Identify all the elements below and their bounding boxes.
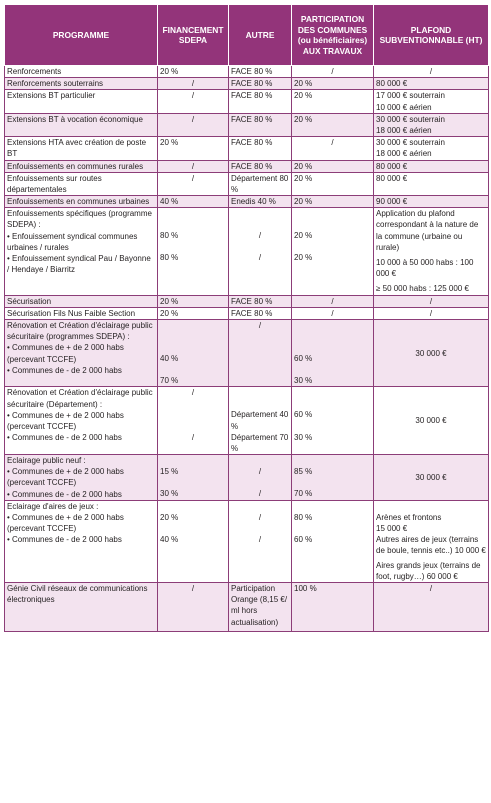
- cell-value: /: [258, 320, 262, 330]
- cell-value: 70 %: [160, 376, 179, 386]
- cell-value: 60 %: [294, 410, 313, 420]
- cell-financement: [158, 172, 229, 195]
- plafond-line: 10 000 € aérien: [376, 102, 432, 112]
- cell-financement: [158, 113, 229, 136]
- cell-autre: Participation Orange (8,15 €/ ml hors actualisation): [229, 582, 292, 631]
- cell-participation: /: [292, 295, 374, 307]
- cell-programme: Extensions BT à vocation économique: [5, 113, 158, 136]
- cell-financement: 20 %: [158, 307, 229, 319]
- cell-financement: [158, 208, 229, 295]
- cell-participation: [292, 500, 374, 582]
- cell-value: Département 70 %: [231, 432, 289, 453]
- cell-autre: FACE 80 %: [229, 78, 292, 90]
- cell-autre: [229, 208, 292, 295]
- cell-financement: [158, 455, 229, 501]
- cell-programme: [5, 500, 158, 582]
- cell-value: 80 %: [294, 512, 313, 522]
- cell-programme: Enfouissements en communes urbaines: [5, 196, 158, 208]
- funding-table: [4, 4, 489, 632]
- cell-value: /: [258, 231, 262, 241]
- cell-value: 30 %: [294, 376, 313, 386]
- plafond-line: 10 000 à 50 000 habs : 100 000 €: [376, 258, 474, 279]
- cell-plafond: /: [374, 307, 489, 319]
- cell-programme: Renforcements: [5, 66, 158, 78]
- plafond-line: Application du plafond correspondant à la nature de la commune (urbaine ou rurale): [376, 209, 479, 252]
- cell-autre: [229, 387, 292, 455]
- table-row: [5, 455, 489, 501]
- cell-autre: FACE 80 %: [229, 90, 292, 113]
- cell-autre: Département 80 %: [229, 172, 292, 195]
- cell-participation: [292, 208, 374, 295]
- plafond-line: 18 000 € aérien: [376, 125, 432, 135]
- plafond-line: 17 000 € souterrain: [376, 91, 445, 101]
- cell-value: /: [191, 583, 195, 593]
- cell-value: 30 %: [294, 432, 313, 442]
- cell-financement: [158, 90, 229, 113]
- cell-programme: [5, 319, 158, 386]
- cell-financement: 20 %: [158, 295, 229, 307]
- cell-autre: FACE 80 %: [229, 160, 292, 172]
- row-title: Eclairage public neuf :: [7, 456, 86, 466]
- cell-autre: [229, 455, 292, 501]
- cell-plafond: [374, 113, 489, 136]
- cell-programme: Enfouissements en communes rurales: [5, 160, 158, 172]
- cell-value: 60 %: [294, 353, 313, 363]
- cell-programme: Sécurisation: [5, 295, 158, 307]
- cell-value: 80 %: [160, 253, 179, 263]
- list-item: • Communes de + de 2 000 habs (percevant TCCFE): [7, 410, 124, 431]
- cell-programme: Enfouissements sur routes départementales: [5, 172, 158, 195]
- cell-value: 30 %: [160, 489, 179, 499]
- table-row: [5, 500, 489, 582]
- cell-financement: [158, 582, 229, 631]
- cell-value: /: [191, 91, 195, 101]
- header-programme: PROGRAMME: [5, 5, 158, 66]
- header-participation: PARTICIPATION DES COMMUNES (ou bénéficiaires) AUX TRAVAUX: [292, 5, 374, 66]
- table-row: [5, 137, 489, 160]
- cell-value: 20 %: [294, 231, 313, 241]
- list-item: • Communes de + de 2 000 habs (percevant TCCFE): [7, 513, 124, 534]
- cell-participation: [292, 319, 374, 386]
- list-item: • Communes de - de 2 000 habs: [7, 365, 122, 375]
- plafond-line: 15 000 €: [376, 524, 408, 533]
- cell-financement: [158, 319, 229, 386]
- cell-participation: [292, 387, 374, 455]
- row-title: Rénovation et Création d'éclairage public sécuritaire (Département) :: [7, 388, 153, 409]
- cell-plafond: 30 000 €: [374, 455, 489, 501]
- cell-programme: Extensions BT particulier: [5, 90, 158, 113]
- cell-value: /: [258, 489, 262, 499]
- cell-value: 15 %: [160, 467, 179, 477]
- table-row: [5, 196, 489, 208]
- cell-value: 85 %: [294, 467, 313, 477]
- table-row: [5, 78, 489, 90]
- cell-programme: Génie Civil réseaux de communications électroniques: [5, 582, 158, 631]
- cell-value: /: [258, 512, 262, 522]
- list-item: • Enfouissement syndical Pau / Bayonne / Hendaye / Biarritz: [7, 254, 151, 275]
- cell-autre: [229, 500, 292, 582]
- list-item: • Communes de + de 2 000 habs (percevant TCCFE): [7, 467, 124, 488]
- cell-participation: 100 %: [292, 582, 374, 631]
- table-row: [5, 307, 489, 319]
- cell-value: 70 %: [294, 489, 313, 499]
- cell-plafond: /: [374, 295, 489, 307]
- cell-participation: [292, 455, 374, 501]
- cell-autre: [229, 319, 292, 386]
- list-item: • Enfouissement syndical communes urbaines / rurales: [7, 231, 138, 252]
- cell-participation: /: [292, 307, 374, 319]
- cell-plafond: [374, 208, 489, 295]
- header-autre: AUTRE: [229, 5, 292, 66]
- cell-value: /: [191, 161, 195, 171]
- cell-plafond: [374, 500, 489, 582]
- table-row: [5, 113, 489, 136]
- cell-autre: FACE 80 %: [229, 66, 292, 78]
- table-row: [5, 172, 489, 195]
- plafond-line: Autres aires de jeux (terrains de boule, tennis etc..) 10 000 €: [376, 535, 486, 556]
- cell-value: 20 %: [160, 512, 179, 522]
- cell-plafond: [374, 582, 489, 631]
- table-row: [5, 387, 489, 455]
- cell-value: 40 %: [160, 353, 179, 363]
- cell-autre: Enedis 40 %: [229, 196, 292, 208]
- table-row: [5, 319, 489, 386]
- plafond-line: 30 000 € souterrain: [376, 114, 445, 124]
- cell-participation: 20 %: [292, 196, 374, 208]
- cell-value: /: [258, 535, 262, 544]
- cell-plafond: 30 000 €: [374, 319, 489, 386]
- header-row: [5, 5, 489, 66]
- cell-value: /: [331, 138, 334, 148]
- cell-plafond: 80 000 €: [374, 172, 489, 195]
- cell-financement: 20 %: [158, 66, 229, 78]
- cell-value: /: [258, 253, 262, 263]
- funding-table-container: [4, 4, 488, 632]
- list-item: • Communes de - de 2 000 habs: [7, 433, 122, 443]
- cell-value: 60 %: [294, 535, 313, 544]
- plafond-line: 18 000 € aérien: [376, 149, 432, 159]
- list-item: • Communes de + de 2 000 habs (percevant TCCFE): [7, 343, 124, 364]
- row-title: Rénovation et Création d'éclairage public sécuritaire (programmes SDEPA) :: [7, 320, 153, 342]
- cell-participation: 20 %: [292, 78, 374, 90]
- cell-financement: [158, 500, 229, 582]
- cell-value: /: [191, 114, 195, 124]
- plafond-line: Aires grands jeux (terrains de foot, rugby…) 60 000 €: [376, 560, 481, 581]
- table-row: [5, 208, 489, 295]
- cell-value: 80 %: [160, 231, 179, 241]
- cell-participation: 20 %: [292, 113, 374, 136]
- plafond-line: 30 000 € souterrain: [376, 138, 445, 148]
- cell-autre: FACE 80 %: [229, 113, 292, 136]
- cell-plafond: [374, 137, 489, 160]
- table-row: [5, 90, 489, 113]
- header-financement: FINANCEMENT SDEPA: [158, 5, 229, 66]
- cell-value: 20 %: [294, 253, 313, 263]
- cell-programme: [5, 455, 158, 501]
- cell-participation: 20 %: [292, 172, 374, 195]
- cell-participation: /: [292, 66, 374, 78]
- table-row: [5, 160, 489, 172]
- plafond-line: ≥ 50 000 habs : 125 000 €: [376, 284, 469, 294]
- header-plafond: PLAFOND SUBVENTIONNABLE (HT): [374, 5, 489, 66]
- plafond-line: Arènes et frontons: [376, 512, 442, 522]
- cell-participation: [292, 137, 374, 160]
- cell-plafond: 80 000 €: [374, 160, 489, 172]
- table-row: [5, 295, 489, 307]
- cell-value: /: [191, 388, 195, 398]
- cell-programme: [5, 208, 158, 295]
- cell-autre: FACE 80 %: [229, 137, 292, 160]
- cell-programme: Renforcements souterrains: [5, 78, 158, 90]
- cell-programme: [5, 387, 158, 455]
- cell-plafond: [374, 90, 489, 113]
- cell-value: /: [258, 467, 262, 477]
- cell-plafond: 80 000 €: [374, 78, 489, 90]
- table-row: [5, 582, 489, 631]
- cell-plafond: 30 000 €: [374, 387, 489, 455]
- row-title: Eclairage d'aires de jeux :: [7, 501, 99, 511]
- cell-autre: FACE 80 %: [229, 295, 292, 307]
- cell-value: /: [429, 583, 433, 593]
- table-row: [5, 66, 489, 78]
- cell-plafond: 90 000 €: [374, 196, 489, 208]
- cell-programme: Extensions HTA avec création de poste BT: [5, 137, 158, 160]
- cell-financement: [158, 160, 229, 172]
- cell-programme: Sécurisation Fils Nus Faible Section: [5, 307, 158, 319]
- cell-participation: 20 %: [292, 90, 374, 113]
- cell-participation: 20 %: [292, 160, 374, 172]
- list-item: • Communes de - de 2 000 habs: [7, 489, 122, 499]
- cell-value: /: [191, 173, 195, 183]
- cell-financement: [158, 387, 229, 455]
- list-item: • Communes de - de 2 000 habs: [7, 535, 122, 545]
- cell-value: /: [191, 432, 195, 442]
- cell-financement: /: [158, 78, 229, 90]
- cell-plafond: /: [374, 66, 489, 78]
- cell-autre: FACE 80 %: [229, 307, 292, 319]
- cell-value: 40 %: [160, 535, 179, 544]
- cell-value: Département 40 %: [231, 410, 289, 431]
- row-title: Enfouissements spécifiques (programme SDEPA) :: [7, 209, 152, 230]
- cell-financement: 20 %: [158, 137, 229, 160]
- cell-financement: 40 %: [158, 196, 229, 208]
